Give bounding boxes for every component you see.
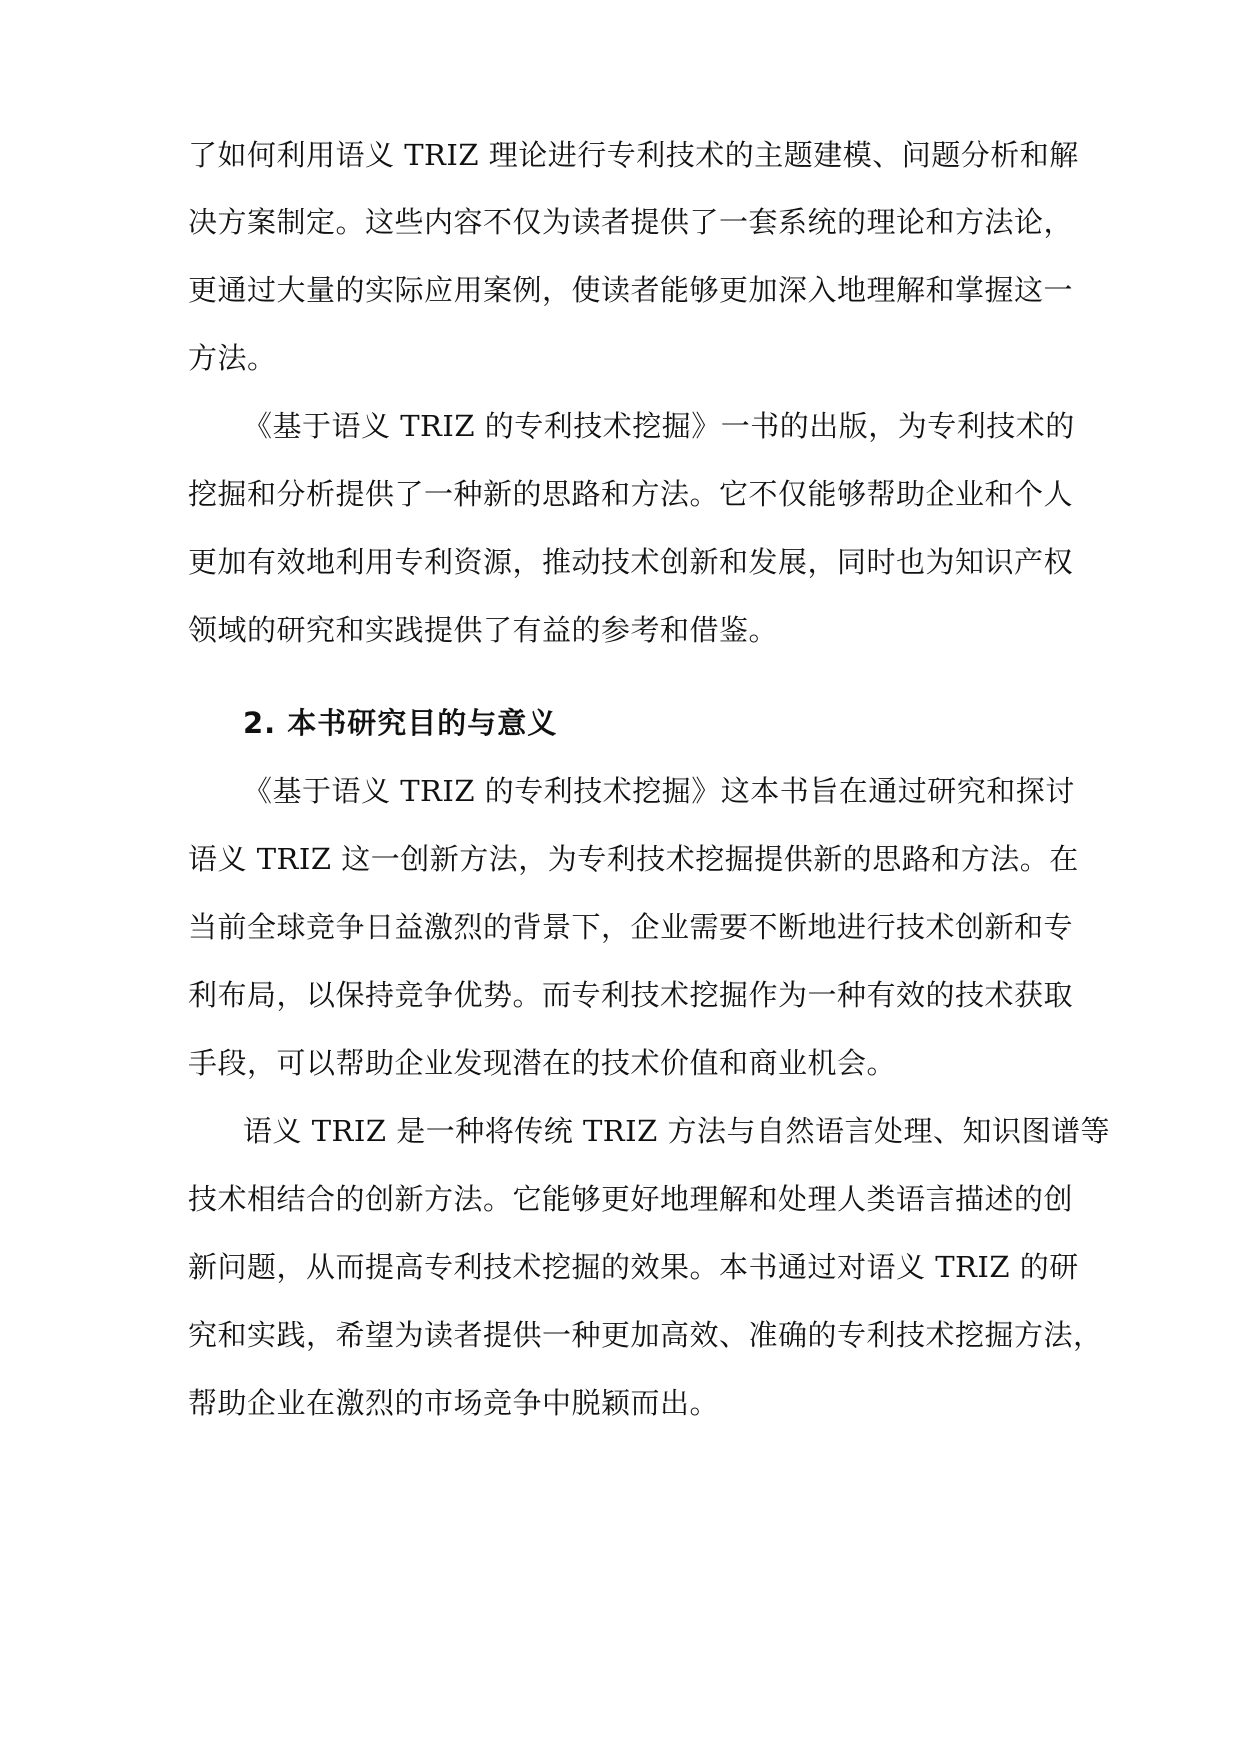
paragraph3-line-5: 手段，可以帮助企业发现潜在的技术价值和商业机会。: [188, 1046, 897, 1080]
paragraph2-line-2: 挖掘和分析提供了一种新的思路和方法。它不仅能够帮助企业和个人: [188, 477, 1074, 511]
paragraph2-line-1: 《基于语义 TRIZ 的专利技术挖掘》一书的出版，为专利技术的: [243, 409, 1075, 443]
paragraph4-line-4: 究和实践，希望为读者提供一种更加高效、准确的专利技术挖掘方法，: [188, 1318, 1103, 1352]
paragraph4-line-2: 技术相结合的创新方法。它能够更好地理解和处理人类语言描述的创: [188, 1182, 1074, 1216]
paragraph3-line-3: 当前全球竞争日益激烈的背景下，企业需要不断地进行技术创新和专: [188, 910, 1074, 944]
paragraph1-line-4: 方法。: [188, 341, 277, 375]
paragraph3-line-4: 利布局，以保持竞争优势。而专利技术挖掘作为一种有效的技术获取: [188, 978, 1074, 1012]
paragraph4-line-3: 新问题，从而提高专利技术挖掘的效果。本书通过对语义 TRIZ 的研: [188, 1250, 1079, 1284]
paragraph4-line-5: 帮助企业在激烈的市场竞争中脱颖而出。: [188, 1386, 720, 1420]
paragraph1-line-2: 决方案制定。这些内容不仅为读者提供了一套系统的理论和方法论，: [188, 205, 1074, 239]
paragraph2-line-4: 领域的研究和实践提供了有益的参考和借鉴。: [188, 613, 779, 647]
paragraph4-line-1: 语义 TRIZ 是一种将传统 TRIZ 方法与自然语言处理、知识图谱等: [243, 1114, 1110, 1148]
paragraph2-line-3: 更加有效地利用专利资源，推动技术创新和发展，同时也为知识产权: [188, 545, 1074, 579]
paragraph1-line-3: 更通过大量的实际应用案例，使读者能够更加深入地理解和掌握这一: [188, 273, 1074, 307]
section-heading: 2. 本书研究目的与意义: [243, 706, 558, 740]
paragraph3-line-1: 《基于语义 TRIZ 的专利技术挖掘》这本书旨在通过研究和探讨: [243, 774, 1075, 808]
paragraph3-line-2: 语义 TRIZ 这一创新方法，为专利技术挖掘提供新的思路和方法。在: [188, 842, 1079, 876]
paragraph1-line-1: 了如何利用语义 TRIZ 理论进行专利技术的主题建模、问题分析和解: [188, 138, 1079, 172]
